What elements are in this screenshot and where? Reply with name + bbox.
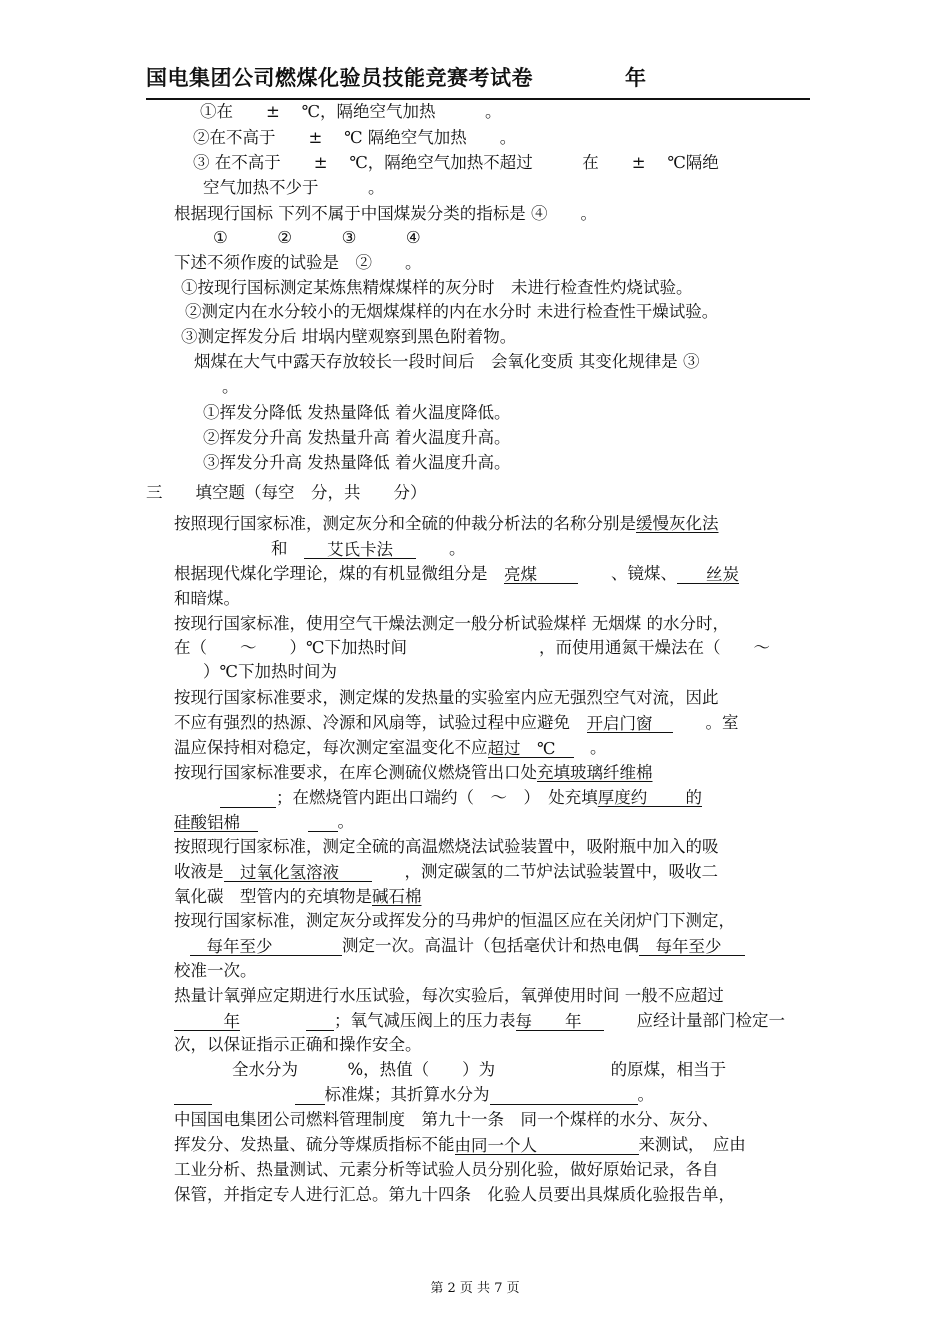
question-void-test: 下述不须作废的试验是 ② 。: [174, 253, 422, 272]
answer-gauge-interval: 每 年: [515, 1012, 582, 1031]
fill-q3-line3: ）℃下加热时间为: [203, 662, 337, 681]
fill-q3-line2: 在（ ～ ）℃下加热时间 ，而使用通氮干燥法在（ ～: [174, 638, 770, 657]
answer-thickness: 厚度约 的: [597, 788, 702, 807]
answer-annual-check-1: 每年至少: [206, 937, 273, 956]
fill-q10-line3: 工业分析、热量测试、元素分析等试验人员分别化验，做好原始记录，各自: [174, 1160, 719, 1179]
option-line-1: ①在 ± ℃，隔绝空气加热 。: [200, 102, 502, 121]
fill-q6-line1: 按照现行国家标准，测定全硫的高温燃烧法试验装置中，吸附瓶中加入的吸: [174, 837, 719, 856]
fill-q6-line2: 收液是 过氧化氢溶液 ，测定碳氢的二节炉法试验装置中，吸收二: [174, 862, 718, 882]
fill-q3-line1: 按现行国家标准，使用空气干燥法测定一般分析试验煤样 无烟煤 的水分时，: [174, 614, 729, 633]
answer-hydrogen-peroxide: 过氧化氢溶液: [240, 863, 339, 882]
option-line-3-cont: 空气加热不少于 。: [203, 178, 385, 197]
option-line-2: ②在不高于 ± ℃ 隔绝空气加热 。: [193, 128, 517, 147]
option-void-2: ②测定内在水分较小的无烟煤煤样的内在水分时 未进行检查性干燥试验。: [185, 302, 719, 321]
fill-q8-line3: 次，以保证指示正确和操作安全。: [174, 1035, 422, 1054]
answer-soda-asbestos: 碱石棉: [372, 887, 422, 906]
option-oxidation-1: ①挥发分降低 发热量降低 着火温度降低。: [203, 403, 511, 422]
fill-q4-line2: 不应有强烈的热源、冷源和风扇等，试验过程中应避免 开启门窗 。室: [174, 713, 739, 733]
option-oxidation-2: ②挥发分升高 发热量升高 着火温度升高。: [203, 428, 511, 447]
question-oxidation: 烟煤在大气中露天存放较长一段时间后 会氧化变质 其变化规律是 ③: [194, 352, 700, 371]
answer-open-doors-windows: 开启门窗: [586, 714, 653, 733]
answer-slow-ashing: 缓慢灰化法: [636, 514, 719, 533]
fill-q5-line1: 按现行国家标准要求，在库仑测硫仪燃烧管出口处充填玻璃纤维棉: [174, 763, 653, 782]
fill-q10-line2: 挥发分、发热量、硫分等煤质指标不能由同一个人 来测试， 应由: [174, 1135, 746, 1155]
fill-q7-line2: 每年至少 测定一次。高温计（包括毫伏计和热电偶 每年至少: [190, 936, 745, 956]
option-void-1: ①按现行国标测定某炼焦精煤煤样的灰分时 未进行检查性灼烧试验。: [181, 278, 693, 297]
fill-q9-line2: 标准煤；其折算水分为 。: [174, 1085, 654, 1105]
answer-same-person: 由同一个人: [454, 1136, 537, 1155]
answer-fusain: 丝炭: [706, 565, 739, 584]
page-footer: 第 2 页 共 7 页: [430, 1281, 520, 1296]
fill-q2-line1: 根据现代煤化学理论，煤的有机显微组分是 亮煤 、镜煤、 丝炭: [174, 564, 739, 584]
fill-q1-line2: 和 艾氏卡法 。: [271, 539, 466, 559]
question-oxidation-cont: 。: [222, 377, 239, 396]
answer-glass-fiber: 充填玻璃纤维棉: [537, 763, 653, 782]
question-options-row: ① ② ③ ④: [213, 228, 421, 247]
answer-annual-check-2: 每年至少: [655, 937, 722, 956]
fill-q5-line3: 硅酸铝棉 。: [174, 812, 354, 832]
fill-q10-line1: 中国国电集团公司燃料管理制度 第九十一条 同一个煤样的水分、灰分、: [174, 1110, 719, 1129]
page-header-title: 国电集团公司燃煤化验员技能竞赛考试卷: [146, 66, 533, 90]
answer-aluminum-silicate-wool: 硅酸铝棉: [174, 813, 240, 832]
fill-q4-line3: 温应保持相对稳定，每次测定室温变化不应超过 ℃ 。: [174, 738, 607, 758]
question-coal-classification: 根据现行国标 下列不属于中国煤炭分类的指标是 ④ 。: [174, 204, 597, 223]
answer-clarain: 亮煤: [504, 565, 537, 584]
header-rule: [146, 98, 810, 100]
fill-q10-line4: 保管，并指定专人进行汇总。第九十四条 化验人员要出具煤质化验报告单，: [174, 1185, 735, 1204]
fill-q2-line2: 和暗煤。: [174, 589, 240, 608]
page-header-year: 年: [625, 66, 646, 90]
fill-q6-line3: 氧化碳 型管内的充填物是碱石棉: [174, 887, 422, 906]
fill-q7-line3: 校准一次。: [174, 961, 257, 980]
fill-q8-line2: 年 ；氧气减压阀上的压力表每 年 应经计量部门检定一: [174, 1011, 785, 1031]
fill-q8-line1: 热量计氧弹应定期进行水压试验，每次实验后，氧弹使用时间 一般不应超过: [174, 986, 724, 1005]
fill-q1-line1: 按照现行国家标准，测定灰分和全硫的仲裁分析法的名称分别是缓慢灰化法: [174, 514, 719, 533]
fill-q9-line1: 全水分为 %，热值（ ）为 的原煤，相当于: [232, 1060, 727, 1079]
fill-q5-line2: ；在燃烧管内距出口端约（ ～ ） 处充填厚度约 的: [220, 788, 702, 808]
section-heading-fill-blank: 三 填空题（每空 分，共 分）: [146, 483, 427, 502]
fill-q7-line1: 按现行国家标准，测定灰分或挥发分的马弗炉的恒温区应在关闭炉门下测定，: [174, 911, 735, 930]
option-void-3: ③测定挥发分后 坩埚内壁观察到黑色附着物。: [181, 327, 517, 346]
answer-bomb-years: 年: [223, 1012, 240, 1031]
option-line-3: ③ 在不高于 ± ℃，隔绝空气加热不超过 在 ± ℃隔绝: [193, 153, 719, 172]
answer-temp-limit: 超过 ℃: [487, 739, 556, 758]
option-oxidation-3: ③挥发分升高 发热量降低 着火温度升高。: [203, 453, 511, 472]
fill-q4-line1: 按现行国家标准要求，测定煤的发热量的实验室内应无强烈空气对流，因此: [174, 688, 719, 707]
answer-eschka: 艾氏卡法: [327, 540, 393, 559]
